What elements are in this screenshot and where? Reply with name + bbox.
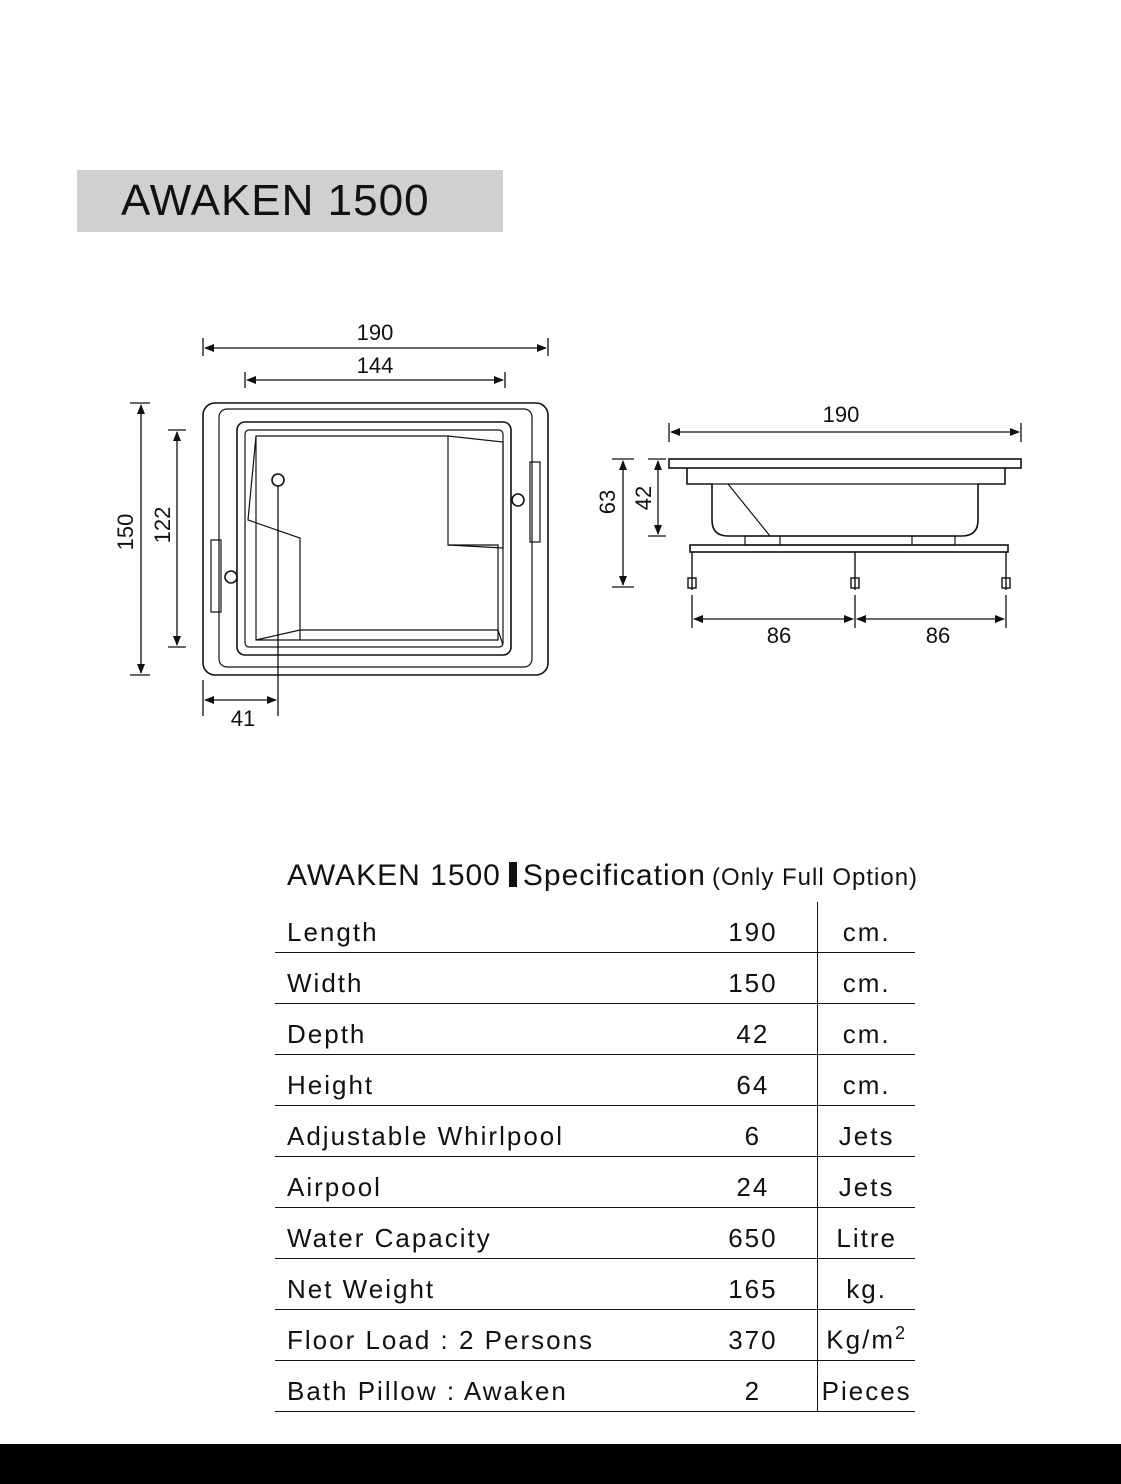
page-title: AWAKEN 1500 [121, 176, 430, 225]
adjustable-legs [688, 552, 1010, 590]
dim-height: 63 [595, 489, 620, 515]
base-frame [690, 545, 1008, 552]
spec-table [275, 902, 915, 1412]
spec-value: 2 [694, 1361, 817, 1412]
spec-label: Net Weight [275, 1259, 694, 1310]
spec-label: Airpool [275, 1157, 694, 1208]
spec-unit: cm. [818, 953, 915, 1004]
spec-row [275, 1310, 915, 1361]
spec-row [275, 1055, 915, 1106]
spec-row [275, 1259, 915, 1310]
spec-label: Floor Load : 2 Persons [275, 1310, 694, 1361]
top-view-dimension-labels [113, 320, 393, 731]
spec-value: 370 [694, 1310, 817, 1361]
spec-model: AWAKEN 1500 [287, 859, 501, 892]
spec-value: 165 [694, 1259, 817, 1310]
dim-overall-length: 190 [356, 320, 394, 345]
heading-separator [509, 862, 517, 887]
dim-offset: 41 [230, 706, 256, 731]
spec-value: 650 [694, 1208, 817, 1259]
spec-label: Water Capacity [275, 1208, 694, 1259]
seat-bottom-edge [256, 630, 503, 645]
spec-unit: Pieces [818, 1361, 915, 1412]
support-block [745, 536, 955, 545]
spec-heading [287, 856, 918, 898]
spec-row [275, 1157, 915, 1208]
dim-inner-length: 144 [356, 353, 394, 378]
spec-label: Length [275, 902, 694, 953]
top-view [203, 403, 548, 675]
spec-row [275, 1208, 915, 1259]
spec-unit: cm. [818, 902, 915, 953]
spec-unit: Jets [818, 1106, 915, 1157]
spec-unit: kg. [818, 1259, 915, 1310]
spec-label: Height [275, 1055, 694, 1106]
spec-row [275, 953, 915, 1004]
dim-depth: 42 [631, 485, 656, 511]
dim-leg-spacing-right: 86 [925, 623, 951, 648]
spec-label: Depth [275, 1004, 694, 1055]
tub-basin-inner [245, 430, 503, 647]
dim-inner-width: 122 [150, 506, 175, 544]
top-view-dimensions [130, 338, 548, 716]
dim-side-length: 190 [822, 402, 860, 427]
spec-row [275, 902, 915, 953]
spec-unit: Litre [818, 1208, 915, 1259]
side-view-dimension-labels [595, 402, 950, 648]
dim-leg-spacing-left: 86 [766, 623, 792, 648]
tub-rim-profile [669, 459, 1021, 468]
side-view [669, 459, 1021, 590]
spec-title: Specification [522, 859, 706, 892]
dim-overall-width: 150 [113, 513, 138, 551]
spec-unit: Jets [818, 1157, 915, 1208]
spec-unit: cm. [818, 1055, 915, 1106]
tub-floor [256, 436, 498, 640]
spec-value: 64 [694, 1055, 817, 1106]
spec-unit: $Kg/m^2$ [818, 1310, 915, 1361]
tub-inner-rim [219, 409, 532, 667]
unit-superscript: 2 [894, 1323, 907, 1344]
spec-unit: cm. [818, 1004, 915, 1055]
spec-row [275, 1106, 915, 1157]
footer-bar [0, 1444, 1121, 1484]
jet-icon-left [225, 571, 237, 583]
spec-note: (Only Full Option) [711, 864, 919, 891]
spec-value: 190 [694, 902, 817, 953]
spec-label: Adjustable Whirlpool [275, 1106, 694, 1157]
drain-icon [272, 474, 284, 486]
spec-value: 42 [694, 1004, 817, 1055]
spec-value: 150 [694, 953, 817, 1004]
spec-value: 6 [694, 1106, 817, 1157]
side-view-dimensions [612, 423, 1021, 628]
seat-right [448, 436, 503, 548]
spec-label: Bath Pillow : Awaken [275, 1361, 694, 1412]
tub-body-profile [687, 468, 1005, 536]
jet-icon-right [512, 494, 524, 506]
spec-label: Width [275, 953, 694, 1004]
spec-value: 24 [694, 1157, 817, 1208]
spec-row [275, 1361, 915, 1412]
spec-row [275, 1004, 915, 1055]
